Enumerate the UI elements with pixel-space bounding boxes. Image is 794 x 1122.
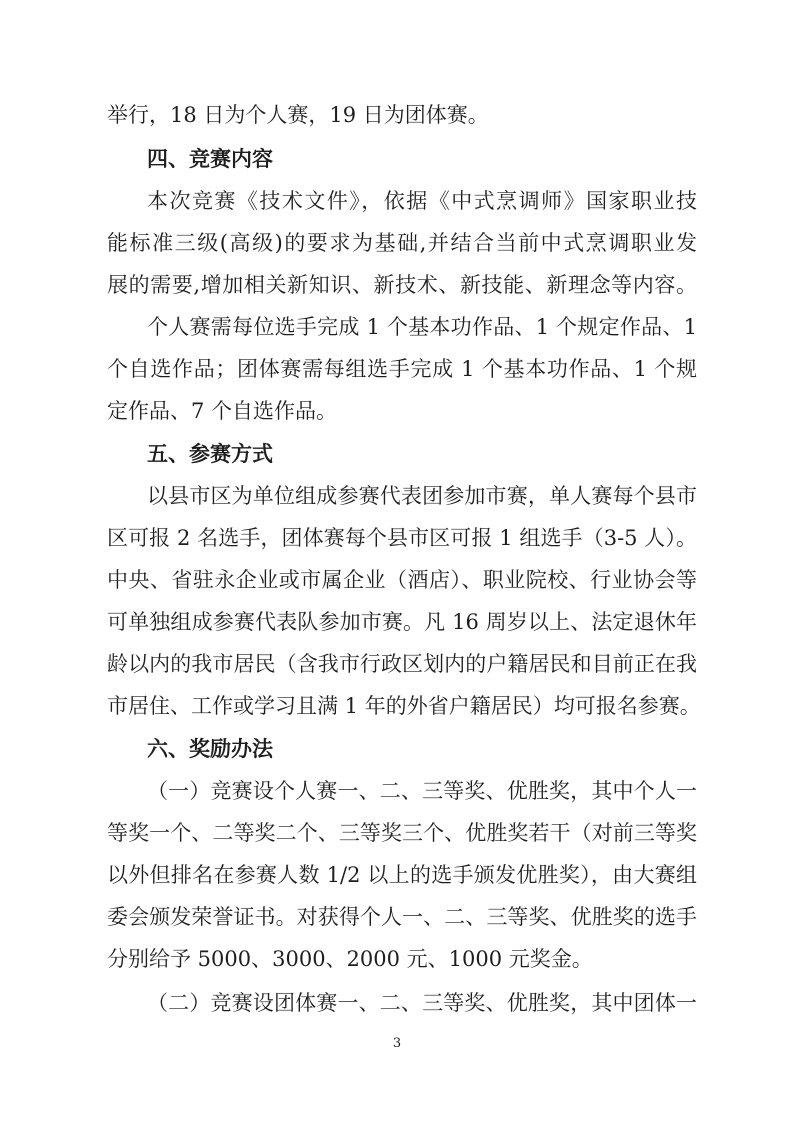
text-line: 以外但排名在参赛人数 1/2 以上的选手颁发优胜奖），由大赛组: [107, 863, 697, 887]
section-heading-awards: 六、奖励办法: [147, 737, 273, 761]
text-line: 定作品、7 个自选作品。: [107, 399, 338, 423]
text-line: 个自选作品；团体赛需每组选手完成 1 个基本功作品、1 个规: [107, 357, 697, 381]
text-line: 委会颁发荣誉证书。对获得个人一、二、三等奖、优胜奖的选手: [107, 905, 697, 929]
text-line: 以县市区为单位组成参赛代表团参加市赛，单人赛每个县市: [147, 484, 697, 508]
text-line: 市居住、工作或学习且满 1 年的外省户籍居民）均可报名参赛。: [107, 694, 701, 718]
text-line: （二）竞赛设团体赛一、二、三等奖、优胜奖，其中团体一: [147, 991, 697, 1015]
text-line: 分别给予 5000、3000、2000 元、1000 元奖金。: [107, 947, 593, 971]
text-line: 举行，18 日为个人赛，19 日为团体赛。: [107, 103, 489, 127]
text-line: 等奖一个、二等奖二个、三等奖三个、优胜奖若干（对前三等奖: [107, 821, 697, 845]
text-line: 龄以内的我市居民（含我市行政区划内的户籍居民和目前正在我: [107, 652, 697, 676]
section-heading-method: 五、参赛方式: [147, 442, 273, 466]
text-line: 可单独组成参赛代表队参加市赛。凡 16 周岁以上、法定退休年: [107, 610, 697, 634]
section-heading-content: 四、竞赛内容: [147, 147, 273, 171]
text-line: 区可报 2 名选手，团体赛每个县市区可报 1 组选手（3-5 人）。: [107, 526, 697, 550]
page-number: 3: [392, 1036, 402, 1051]
text-line: 能标准三级(高级)的要求为基础,并结合当前中式烹调职业发: [107, 231, 697, 255]
text-line: 中央、省驻永企业或市属企业（酒店）、职业院校、行业协会等: [107, 568, 697, 592]
text-line: 展的需要,增加相关新知识、新技术、新技能、新理念等内容。: [107, 273, 697, 297]
text-line: （一）竞赛设个人赛一、二、三等奖、优胜奖，其中个人一: [147, 779, 697, 803]
text-line: 本次竞赛《技术文件》，依据《中式烹调师》国家职业技: [147, 189, 697, 213]
text-line: 个人赛需每位选手完成 1 个基本功作品、1 个规定作品、1: [147, 315, 697, 339]
